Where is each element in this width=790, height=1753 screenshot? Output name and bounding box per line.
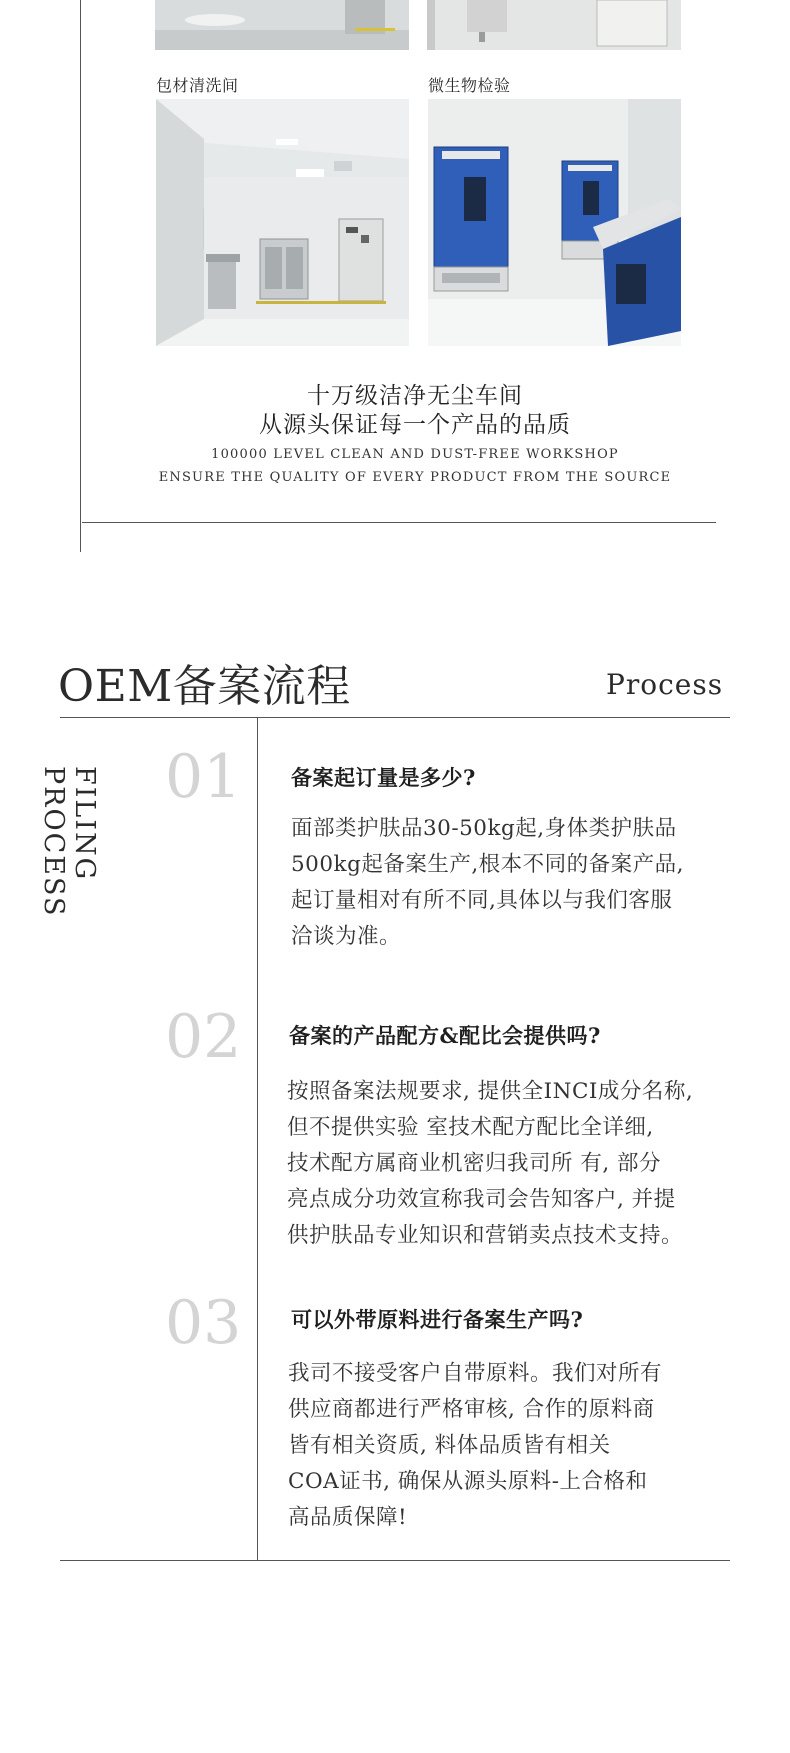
step-number: 02 — [165, 1002, 242, 1072]
workshop-subline-en-1: 100000 LEVEL CLEAN AND DUST-FREE WORKSHOP — [211, 447, 619, 462]
microbe-test-room-photo — [428, 99, 681, 346]
answer-line: 起订量相对有所不同,具体以与我们客服 — [291, 888, 673, 913]
step-answer — [291, 811, 684, 955]
packaging-wash-label: 包材清洗间 — [156, 76, 239, 95]
answer-line: 供护肤品专业知识和营销卖点技术支持。 — [287, 1223, 684, 1248]
workshop-photo-top-left — [155, 0, 409, 50]
step-question: 可以外带原料进行备案生产吗? — [291, 1307, 584, 1332]
workshop-headline-line2: 从源头保证每一个产品的品质 — [259, 412, 571, 438]
workshop-bottom-rule — [82, 522, 716, 523]
process-column-divider — [257, 718, 258, 1560]
answer-line: 按照备案法规要求, 提供全INCI成分名称, — [287, 1079, 694, 1104]
step-answer — [287, 1074, 693, 1254]
answer-line: 供应商都进行严格审核, 合作的原料商 — [288, 1397, 655, 1422]
workshop-headline-line1: 十万级洁净无尘车间 — [307, 383, 523, 409]
step-number: 01 — [165, 742, 242, 812]
process-bottom-rule — [60, 1560, 730, 1561]
process-title-en: Process — [606, 668, 724, 701]
answer-line: 面部类护肤品30-50kg起,身体类护肤品 — [291, 816, 677, 841]
step-question: 备案的产品配方&配比会提供吗? — [289, 1023, 601, 1048]
answer-line: 500kg起备案生产,根本不同的备案产品, — [291, 852, 684, 877]
filing-process-side-label: FILING PROCESS — [38, 766, 100, 918]
workshop-photo-top-right — [427, 0, 681, 50]
answer-line: 洽谈为准。 — [291, 924, 402, 949]
packaging-wash-room-photo — [156, 99, 409, 346]
step-number: 03 — [165, 1288, 242, 1358]
process-top-rule — [60, 717, 730, 718]
step-answer — [288, 1356, 662, 1536]
answer-line: COA证书, 确保从源头原料-上合格和 — [288, 1469, 648, 1494]
answer-line: 皆有相关资质, 料体品质皆有相关 — [288, 1433, 611, 1458]
workshop-subline-en-2: ENSURE THE QUALITY OF EVERY PRODUCT FROM THE SOURCE — [158, 470, 672, 485]
step-question: 备案起订量是多少? — [291, 765, 476, 790]
process-title-cn: OEM备案流程 — [58, 661, 351, 712]
answer-line: 我司不接受客户自带原料。我们对所有 — [288, 1361, 663, 1386]
answer-line: 高品质保障! — [288, 1505, 408, 1530]
answer-line: 技术配方属商业机密归我司所 有, 部分 — [287, 1151, 662, 1176]
microbe-test-label: 微生物检验 — [428, 76, 511, 95]
answer-line: 但不提供实验 室技术配方配比全详细, — [287, 1115, 654, 1140]
answer-line: 亮点成分功效宣称我司会告知客户, 并提 — [287, 1187, 676, 1212]
